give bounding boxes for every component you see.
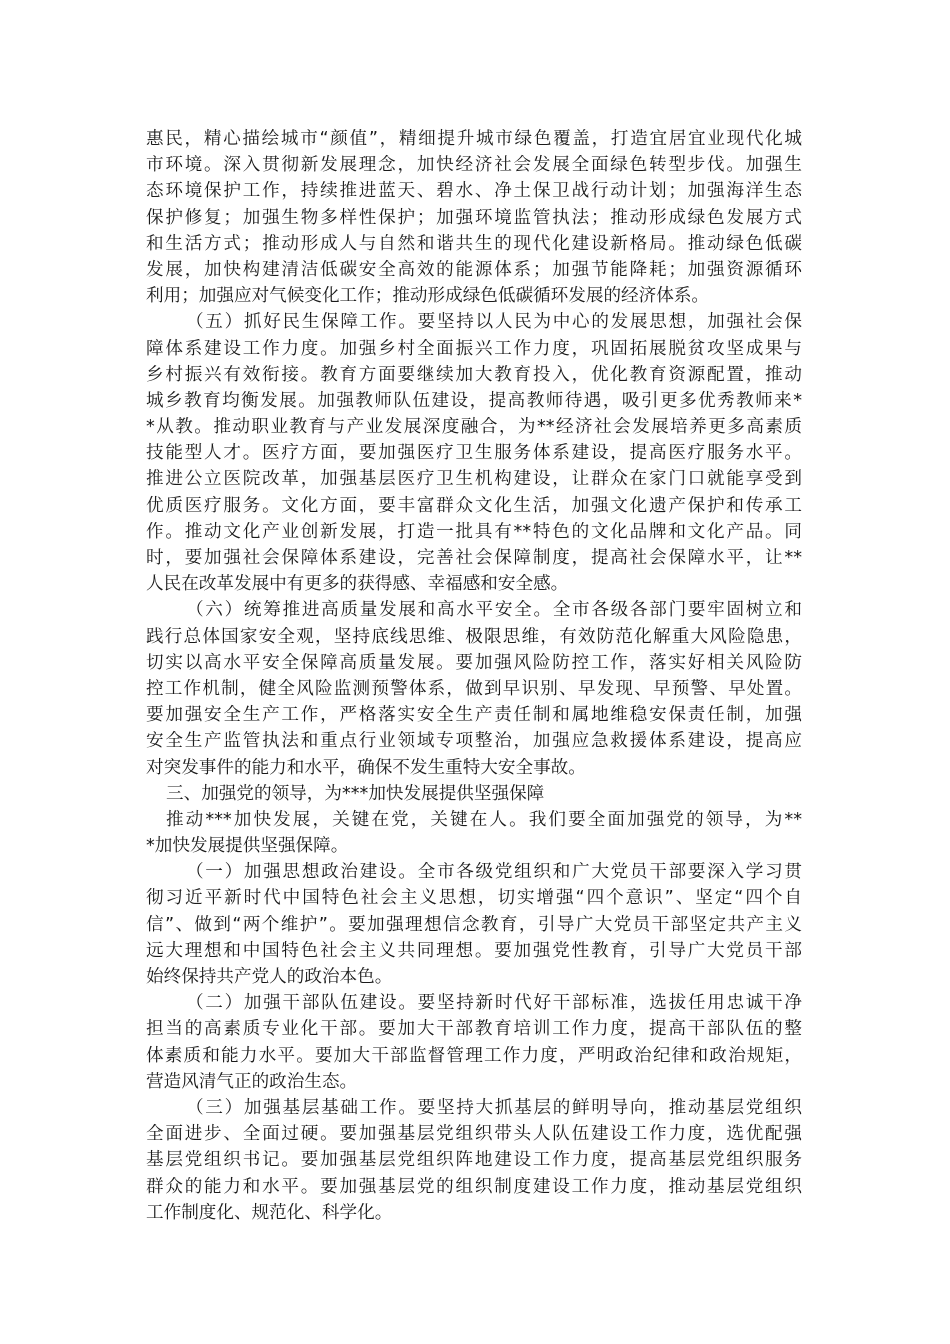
text-line: 三、加强党的领导，为***加快发展提供坚强保障 xyxy=(166,783,545,804)
text-line: 推动***加快发展，关键在党，关键在人。我们要全面加强党的领导，为** xyxy=(166,809,802,830)
text-line: 全面进步、全面过硬。要加强基层党组织带头人队伍建设工作力度，选优配强 xyxy=(146,1124,802,1145)
text-line: 切实以高水平安全保障高质量发展。要加强风险防控工作，落实好相关风险防 xyxy=(146,652,802,673)
text-line: 优质医疗服务。文化方面，要丰富群众文化生活，加强文化遗产保护和传承工 xyxy=(146,495,802,516)
text-line: 彻习近平新时代中国特色社会主义思想，切实增强“四个意识”、坚定“四个自 xyxy=(146,888,802,909)
text-line: 信”、做到“两个维护”。要加强理想信念教育，引导广大党员干部坚定共产主义 xyxy=(146,914,802,935)
text-line: 基层党组织书记。要加强基层党组织阵地建设工作力度，提高基层党组织服务 xyxy=(146,1150,802,1171)
text-line: 控工作机制，健全风险监测预警体系，做到早识别、早发现、早预警、早处置。 xyxy=(146,678,802,699)
text-line: 人民在改革发展中有更多的获得感、幸福感和安全感。 xyxy=(146,574,569,595)
text-line: 发展，加快构建清洁低碳安全高效的能源体系；加强节能降耗；加强资源循环 xyxy=(146,259,802,280)
text-line: 安全生产监管执法和重点行业领域专项整治，加强应急救援体系建设，提高应 xyxy=(146,731,802,752)
text-line: （三）加强基层基础工作。要坚持大抓基层的鲜明导向，推动基层党组织 xyxy=(186,1097,802,1118)
text-line: 远大理想和中国特色社会主义共同理想。要加强党性教育，引导广大党员干部 xyxy=(146,940,802,961)
text-line: 工作制度化、规范化、科学化。 xyxy=(146,1202,393,1223)
text-line: 践行总体国家安全观，坚持底线思维、极限思维，有效防范化解重大风险隐患， xyxy=(146,626,802,647)
text-line: 障体系建设工作力度。加强乡村全面振兴工作力度，巩固拓展脱贫攻坚成果与 xyxy=(146,338,802,359)
text-line: 和生活方式；推动形成人与自然和谐共生的现代化建设新格局。推动绿色低碳 xyxy=(146,233,802,254)
text-line: *加快发展提供坚强保障。 xyxy=(146,836,349,857)
text-line: 推进公立医院改革，加强基层医疗卫生机构建设，让群众在家门口就能享受到 xyxy=(146,469,802,490)
text-line: 乡村振兴有效衔接。教育方面要继续加大教育投入，优化教育资源配置，推动 xyxy=(146,364,802,385)
text-line: 城乡教育均衡发展。加强教师队伍建设，提高教师待遇，吸引更多优秀教师来* xyxy=(146,390,802,411)
document-body xyxy=(146,126,802,1226)
text-line: 态环境保护工作，持续推进蓝天、碧水、净土保卫战行动计划；加强海洋生态 xyxy=(146,181,802,202)
text-line: 始终保持共产党人的政治本色。 xyxy=(146,967,393,987)
text-line: （六）统筹推进高质量发展和高水平安全。全市各级各部门要牢固树立和 xyxy=(186,600,802,621)
text-line: 群众的能力和水平。要加强基层党的组织制度建设工作力度，推动基层党组织 xyxy=(146,1176,802,1197)
text-line: 惠民，精心描绘城市“颜值”，精细提升城市绿色覆盖，打造宜居宜业现代化城 xyxy=(146,129,802,149)
text-line: 保护修复；加强生物多样性保护；加强环境监管执法；推动形成绿色发展方式 xyxy=(146,207,802,228)
text-line: 时，要加强社会保障体系建设，完善社会保障制度，提高社会保障水平，让** xyxy=(146,548,802,568)
text-line: 对突发事件的能力和水平，确保不发生重特大安全事故。 xyxy=(146,757,586,778)
text-line: 技能型人才。医疗方面，要加强医疗卫生服务体系建设，提高医疗服务水平。 xyxy=(146,443,802,464)
text-line: 市环境。深入贯彻新发展理念，加快经济社会发展全面绿色转型步伐。加强生 xyxy=(146,155,802,176)
text-line: 要加强安全生产工作，严格落实安全生产责任制和属地维稳安保责任制，加强 xyxy=(146,705,802,726)
text-line: （五）抓好民生保障工作。要坚持以人民为中心的发展思想，加强社会保 xyxy=(186,312,802,333)
text-line: （二）加强干部队伍建设。要坚持新时代好干部标准，选拔任用忠诚干净 xyxy=(186,993,802,1014)
text-line: 体素质和能力水平。要加大干部监督管理工作力度，严明政治纪律和政治规矩， xyxy=(146,1045,802,1066)
text-line: *从教。推动职业教育与产业发展深度融合，为**经济社会发展培养更多高素质 xyxy=(146,417,802,438)
text-line: 作。推动文化产业创新发展，打造一批具有**特色的文化品牌和文化产品。同 xyxy=(146,521,802,542)
text-line: 担当的高素质专业化干部。要加大干部教育培训工作力度，提高干部队伍的整 xyxy=(146,1019,802,1040)
text-line: 营造风清气正的政治生态。 xyxy=(146,1071,358,1092)
text-line: （一）加强思想政治建设。全市各级党组织和广大党员干部要深入学习贯 xyxy=(186,862,802,883)
text-line: 利用；加强应对气候变化工作；推动形成绿色低碳循环发展的经济体系。 xyxy=(146,286,710,307)
